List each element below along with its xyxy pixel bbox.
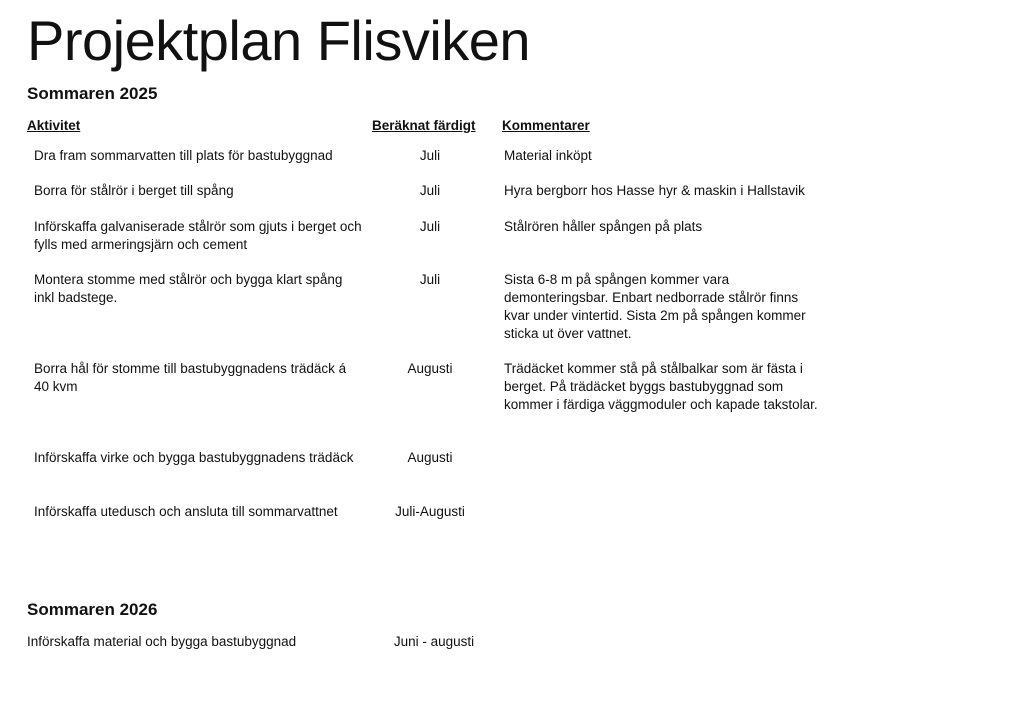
row-5-comment: Trädäcket kommer stå på stålbalkar som är fästa i berget. På trädäcket byggs bastubyggnad som kommer i färdiga väggmoduler och kapade takstolar. bbox=[504, 361, 818, 412]
row-6-activity: Införskaffa virke och bygga bastubyggnadens trädäck bbox=[34, 450, 354, 465]
column-header-done: Beräknat färdigt bbox=[372, 118, 476, 133]
row-2026-done: Juni - augusti bbox=[393, 634, 475, 649]
row-3-activity: Införskaffa galvaniserade stålrör som gjuts i berget och fylls med armeringsjärn och cement bbox=[34, 219, 362, 252]
row-2-done: Juli bbox=[419, 183, 441, 198]
row-4-activity: Montera stomme med stålrör och bygga klart spång inkl badstege. bbox=[34, 272, 343, 305]
row-2-activity: Borra för stålrör i berget till spång bbox=[34, 183, 234, 198]
row-1-activity: Dra fram sommarvatten till plats för bastubyggnad bbox=[34, 148, 333, 163]
page-title: Projektplan Flisviken bbox=[27, 9, 531, 72]
row-2-comment: Hyra bergborr hos Hasse hyr & maskin i Hallstavik bbox=[504, 183, 805, 198]
row-5-activity: Borra hål för stomme till bastubyggnadens trädäck á 40 kvm bbox=[34, 361, 347, 394]
column-header-activity: Aktivitet bbox=[27, 118, 81, 133]
row-1-done: Juli bbox=[419, 148, 441, 163]
row-4-comment: Sista 6-8 m på spången kommer vara demonteringsbar. Enbart nedborrade stålrör finns kvar under vintertid. Sista 2m på spången kommer sticka ut över vattnet. bbox=[504, 272, 806, 341]
row-4-done: Juli bbox=[419, 272, 441, 287]
row-7-done: Juli-Augusti bbox=[395, 504, 465, 519]
row-6-done: Augusti bbox=[407, 450, 453, 465]
row-5-done: Augusti bbox=[407, 361, 453, 376]
row-3-done: Juli bbox=[419, 219, 441, 234]
section-heading-2026: Sommaren 2026 bbox=[27, 600, 158, 619]
row-1-comment: Material inköpt bbox=[504, 148, 592, 163]
column-header-comments: Kommentarer bbox=[502, 118, 590, 133]
row-2026-activity: Införskaffa material och bygga bastubyggnad bbox=[27, 634, 297, 649]
row-3-comment: Stålrören håller spången på plats bbox=[504, 219, 703, 234]
row-7-activity: Införskaffa utedusch och ansluta till sommarvattnet bbox=[34, 504, 338, 519]
section-heading-2025: Sommaren 2025 bbox=[27, 84, 158, 103]
